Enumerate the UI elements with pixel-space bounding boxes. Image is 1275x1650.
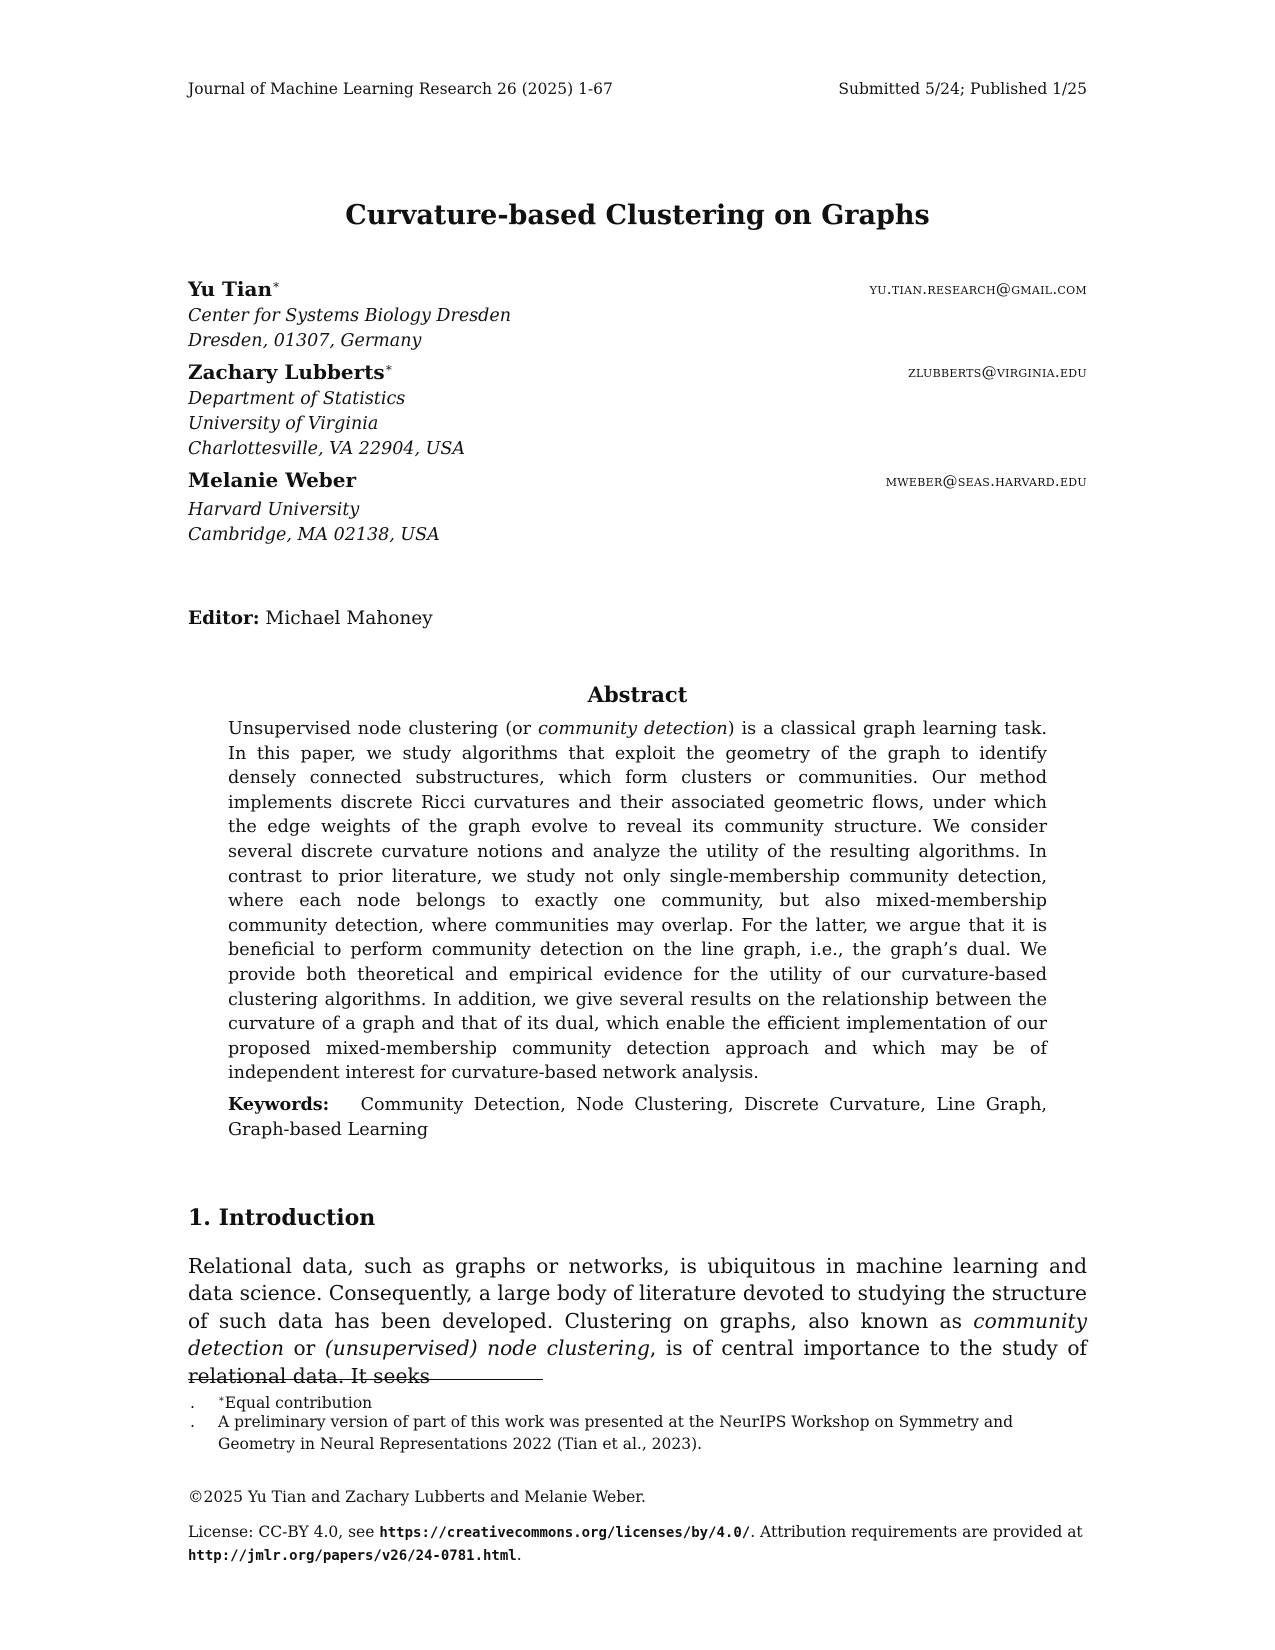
author-affiliation-3: Harvard University Cambridge, MA 02138, USA [188,500,440,545]
abstract-heading: Abstract [587,682,688,707]
license-notice: License: CC-BY 4.0, see https://creativecommons.org/licenses/by/4.0/. Attribution requirements are provided at http://jmlr.org/papers/v26/24-0781.html. [188,1523,1083,1564]
author-name-2: Zachary Lubberts∗ [188,360,393,384]
author-name-1: Yu Tian∗ [188,277,281,301]
author-affiliation-1: Center for Systems Biology Dresden Dresden, 01307, Germany [188,306,511,351]
copyright-notice: ©2025 Yu Tian and Zachary Lubberts and Melanie Weber. [188,1488,646,1506]
paper-url[interactable]: http://jmlr.org/papers/v26/24-0781.html [188,1548,517,1564]
author-name-3: Melanie Weber [188,468,357,492]
section-heading-introduction: 1. Introduction [188,1205,376,1231]
footnote-rule [188,1379,543,1380]
paper-title: Curvature-based Clustering on Graphs [345,200,930,231]
keywords: Keywords: Community Detection, Node Clustering, Discrete Curvature, Line Graph, Graph-based Learning [228,1094,1048,1140]
footnote-2: . A preliminary version of part of this work was presented at the NeurIPS Workshop on Symmetry and Geometry in Neural Representations 2022 (Tian et al., 2023). [190,1413,1014,1453]
author-email-3[interactable]: mweber@seas.harvard.edu [885,472,1087,490]
author-email-2[interactable]: zlubberts@virginia.edu [908,363,1087,381]
author-affiliation-2: Department of Statistics University of Virginia Charlottesville, VA 22904, USA [188,389,465,459]
publication-dates: Submitted 5/24; Published 1/25 [838,80,1087,98]
footnote-1: . ∗Equal contribution [190,1394,373,1413]
journal-header: Journal of Machine Learning Research 26 (2025) 1-67 [188,80,613,98]
introduction-text: Relational data, such as graphs or networks, is ubiquitous in machine learning and data science. Consequently, a large body of literature devoted to studying the structure of such data has been developed. Clustering on graphs, also known as community detection or (unsupervised) node clustering, is of central importance to the study of relational data. It seeks [188,1254,1087,1388]
abstract-text: Unsupervised node clustering (or community detection) is a classical graph learning task. In this paper, we study algorithms that exploit the geometry of the graph to identify densely connected substructures, which form clusters or communities. Our method implements discrete Ricci curvatures and their associated geometric flows, under which the edge weights of the graph evolve to reveal its community structure. We consider several discrete curvature notions and analyze the utility of the resulting algorithms. In contrast to prior literature, we study not only single-membership community detection, where each node belongs to exactly one community, but also mixed-membership community detection, where communities may overlap. For the latter, we argue that it is beneficial to perform community detection on the line graph, i.e., the graph’s dual. We provide both theoretical and empirical evidence for the utility of our curvature-based clustering algorithms. In addition, we give several results on the relationship between the curvature of a graph and that of its dual, which enable the efficient implementation of our proposed mixed-membership community detection approach and which may be of independent interest for curvature-based network analysis. [228,719,1047,1084]
editor-line: Editor: Michael Mahoney [188,608,433,629]
license-url[interactable]: https://creativecommons.org/licenses/by/4.0/ [379,1525,751,1541]
author-email-1[interactable]: yu.tian.research@gmail.com [869,280,1087,298]
